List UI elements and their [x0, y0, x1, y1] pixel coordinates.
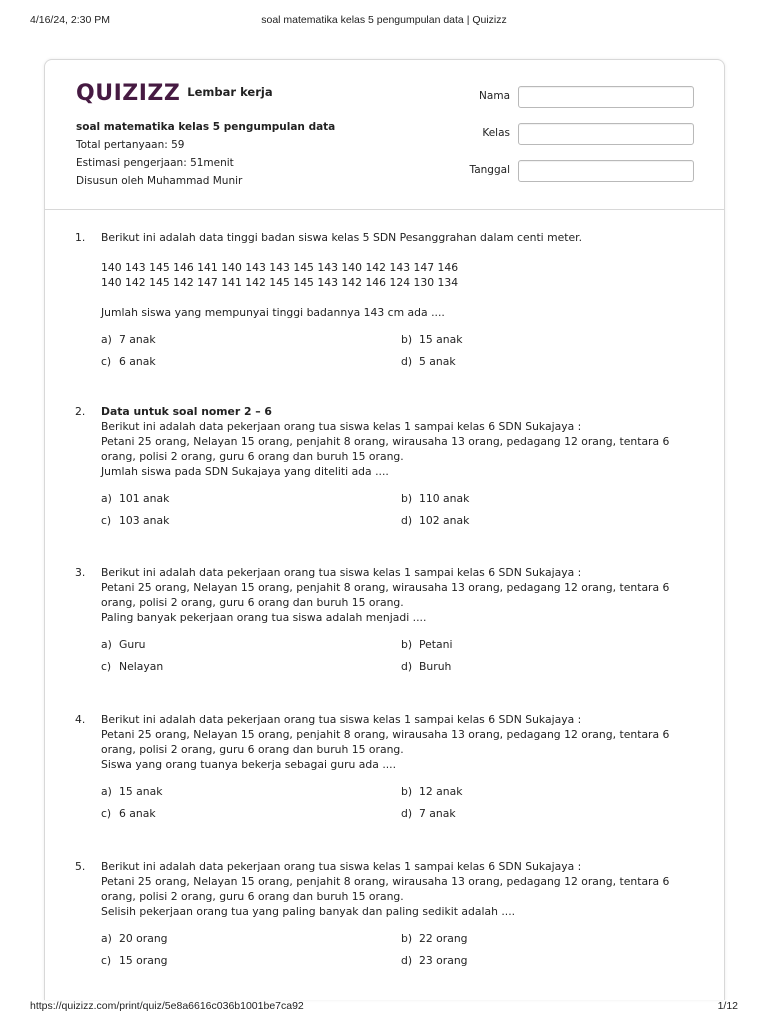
- worksheet: [44, 59, 725, 1000]
- question-prompt: Siswa yang orang tuanya bekerja sebagai guru ada ....: [101, 758, 397, 771]
- option-a: a) 101 anak: [101, 492, 170, 505]
- option-a: a) 20 orang: [101, 932, 168, 945]
- print-datetime: 4/16/24, 2:30 PM: [30, 14, 110, 26]
- answer-options: [101, 931, 694, 975]
- option-text: 23 orang: [419, 954, 468, 967]
- option-d: d) 5 anak: [401, 355, 456, 368]
- name-field-row: [454, 86, 694, 108]
- option-d: d) 23 orang: [401, 954, 468, 967]
- question-number: 1.: [75, 231, 86, 244]
- option-text: 7 anak: [419, 807, 456, 820]
- question-text: orang, polisi 2 orang, guru 6 orang dan buruh 15 orang.: [101, 743, 404, 756]
- worksheet-header: [45, 60, 724, 210]
- option-text: Petani: [419, 638, 453, 651]
- print-header: [30, 14, 738, 30]
- question-3: [75, 565, 694, 681]
- question-2: [75, 404, 694, 535]
- option-text: 103 anak: [119, 514, 170, 527]
- class-label: Kelas: [482, 127, 510, 139]
- option-b: b) 22 orang: [401, 932, 468, 945]
- answer-options: [101, 784, 694, 828]
- class-field-row: [454, 123, 694, 145]
- option-text: 110 anak: [419, 492, 470, 505]
- option-text: 6 anak: [119, 355, 156, 368]
- answer-options: [101, 491, 694, 535]
- option-a: a) Guru: [101, 638, 146, 651]
- question-4: [75, 712, 694, 828]
- question-text: orang, polisi 2 orang, guru 6 orang dan buruh 15 orang.: [101, 596, 404, 609]
- print-footer: [30, 1000, 738, 1014]
- question-text: orang, polisi 2 orang, guru 6 orang dan buruh 15 orang.: [101, 890, 404, 903]
- question-list: [75, 230, 694, 975]
- option-c: c) 103 anak: [101, 514, 170, 527]
- option-text: 101 anak: [119, 492, 170, 505]
- question-text: Berikut ini adalah data pekerjaan orang tua siswa kelas 1 sampai kelas 6 SDN Sukajaya :: [101, 713, 582, 726]
- answer-options: [101, 637, 694, 681]
- question-text: Berikut ini adalah data pekerjaan orang tua siswa kelas 1 sampai kelas 6 SDN Sukajaya :: [101, 420, 582, 433]
- option-text: 20 orang: [119, 932, 168, 945]
- question-prompt: Jumlah siswa yang mempunyai tinggi badannya 143 cm ada ....: [101, 306, 445, 319]
- question-number: 5.: [75, 860, 86, 873]
- option-text: 22 orang: [419, 932, 468, 945]
- option-d: d) Buruh: [401, 660, 452, 673]
- question-number: 2.: [75, 405, 86, 418]
- option-b: b) 12 anak: [401, 785, 463, 798]
- option-c: c) 6 anak: [101, 807, 156, 820]
- question-5: [75, 859, 694, 975]
- option-text: Nelayan: [119, 660, 164, 673]
- question-text: Berikut ini adalah data pekerjaan orang tua siswa kelas 1 sampai kelas 6 SDN Sukajaya :: [101, 566, 582, 579]
- question-text: orang, polisi 2 orang, guru 6 orang dan buruh 15 orang.: [101, 450, 404, 463]
- print-url: https://quizizz.com/print/quiz/5e8a6616c036b1001be7ca92: [30, 1000, 304, 1012]
- question-text: Petani 25 orang, Nelayan 15 orang, penjahit 8 orang, wirausaha 13 orang, pedagang 12 orang, tentara 6: [101, 728, 670, 741]
- page-number: 1/12: [717, 1000, 738, 1012]
- option-b: b) 110 anak: [401, 492, 470, 505]
- class-field[interactable]: [518, 123, 694, 145]
- option-b: b) Petani: [401, 638, 453, 651]
- question-prompt: Paling banyak pekerjaan orang tua siswa adalah menjadi ....: [101, 611, 427, 624]
- option-d: d) 7 anak: [401, 807, 456, 820]
- question-text: Petani 25 orang, Nelayan 15 orang, penjahit 8 orang, wirausaha 13 orang, pedagang 12 orang, tentara 6: [101, 875, 670, 888]
- answer-options: [101, 332, 694, 376]
- option-text: 102 anak: [419, 514, 470, 527]
- question-prompt: Selisih pekerjaan orang tua yang paling banyak dan paling sedikit adalah ....: [101, 905, 516, 918]
- option-b: b) 15 anak: [401, 333, 463, 346]
- option-text: 15 anak: [119, 785, 163, 798]
- option-text: 7 anak: [119, 333, 156, 346]
- quizizz-logo: [76, 80, 273, 106]
- option-text: 12 anak: [419, 785, 463, 798]
- logo-wordmark: QUIZIZZ: [76, 80, 181, 106]
- date-field-row: [454, 160, 694, 182]
- option-text: 15 orang: [119, 954, 168, 967]
- option-text: 5 anak: [419, 355, 456, 368]
- question-text: Petani 25 orang, Nelayan 15 orang, penjahit 8 orang, wirausaha 13 orang, pedagang 12 orang, tentara 6: [101, 435, 670, 448]
- question-1: [75, 230, 694, 376]
- question-text: Berikut ini adalah data tinggi badan siswa kelas 5 SDN Pesanggrahan dalam centi meter.: [101, 231, 583, 244]
- option-c: c) Nelayan: [101, 660, 164, 673]
- option-c: c) 6 anak: [101, 355, 156, 368]
- sheet-label: Lembar kerja: [187, 85, 273, 99]
- question-number: 4.: [75, 713, 86, 726]
- option-text: 15 anak: [419, 333, 463, 346]
- question-text: Petani 25 orang, Nelayan 15 orang, penjahit 8 orang, wirausaha 13 orang, pedagang 12 orang, tentara 6: [101, 581, 670, 594]
- name-field[interactable]: [518, 86, 694, 108]
- option-a: a) 15 anak: [101, 785, 163, 798]
- data-line: 140 142 145 142 147 141 142 145 145 143 142 146 124 130 134: [101, 276, 459, 289]
- option-text: Buruh: [419, 660, 452, 673]
- date-field[interactable]: [518, 160, 694, 182]
- quiz-title: soal matematika kelas 5 pengumpulan data: [76, 121, 336, 133]
- student-fields: [454, 86, 694, 197]
- option-c: c) 15 orang: [101, 954, 168, 967]
- question-number: 3.: [75, 566, 86, 579]
- print-page-title: soal matematika kelas 5 pengumpulan data | Quizizz: [261, 14, 507, 26]
- time-estimate: Estimasi pengerjaan: 51menit: [76, 157, 234, 169]
- option-d: d) 102 anak: [401, 514, 470, 527]
- option-text: Guru: [119, 638, 146, 651]
- data-line: 140 143 145 146 141 140 143 143 145 143 140 142 143 147 146: [101, 261, 459, 274]
- question-heading: Data untuk soal nomer 2 – 6: [101, 405, 272, 418]
- name-label: Nama: [479, 90, 510, 102]
- total-questions: Total pertanyaan: 59: [76, 139, 185, 151]
- option-text: 6 anak: [119, 807, 156, 820]
- option-a: a) 7 anak: [101, 333, 156, 346]
- author: Disusun oleh Muhammad Munir: [76, 175, 243, 187]
- question-prompt: Jumlah siswa pada SDN Sukajaya yang diteliti ada ....: [101, 465, 389, 478]
- date-label: Tanggal: [469, 164, 510, 176]
- question-text: Berikut ini adalah data pekerjaan orang tua siswa kelas 1 sampai kelas 6 SDN Sukajaya :: [101, 860, 582, 873]
- quiz-meta: [76, 118, 335, 190]
